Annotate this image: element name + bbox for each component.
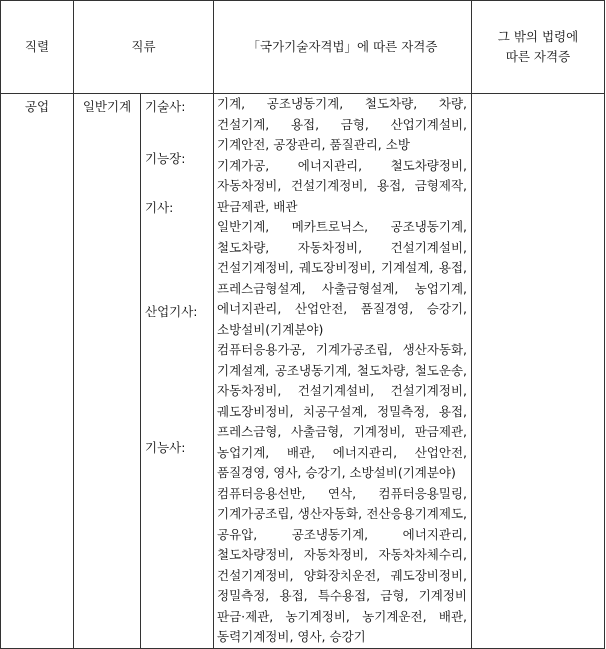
cert-text-craftsman: 컴퓨터응용선반, 연삭, 컴퓨터응용밀링, 기계가공조립, 생산자동화, 전산응용기계제도, 공유압, 공조냉동기계, 에너지관리, 철도차량정비, 자동차정비, 자동차차체수리, 건설기계정비, 양화장치운전, 궤도장비정비, 정밀측정, 용접, 특수용접, 금형, 기계정비 판금·제관, 농기계정비, 농기계운전, 배관, 동력기계정비, 영사, 승강기 [217, 485, 467, 644]
table-row [1, 94, 605, 649]
national-cert-cell [214, 94, 472, 649]
level-label-industrial-engineer: 산업기사: [145, 304, 198, 319]
header-other-cert-line1: 그 밖의 법령에 [497, 29, 579, 44]
row-series: 일반기계 [82, 99, 132, 114]
header-other-cert-line2: 따른 자격증 [505, 49, 571, 64]
level-label-craftsman: 기능사: [145, 440, 186, 455]
levels-cell [141, 94, 214, 649]
row-rank: 공업 [24, 99, 50, 114]
other-cert-cell [472, 94, 605, 649]
level-label-master-craftsman: 기능장: [145, 151, 186, 166]
header-rank: 직렬 [1, 1, 74, 94]
level-labels [141, 94, 213, 648]
header-other-cert [472, 1, 605, 94]
cert-text-industrial-engineer: 컴퓨터응용가공, 기계가공조립, 생산자동화, 기계설계, 공조냉동기계, 철도차량, 철도운송, 자동차정비, 건설기계설비, 건설기계정비, 궤도장비정비, 치공구설계, 정밀측정, 용접, 프레스금형, 사출금형, 기계정비, 판금제관, 농업기계, 배관, 에너지관리, 산업안전, 품질경영, 영사, 승강기, 소방설비(기계분야) [217, 342, 467, 480]
header-national-cert: 「국가기술자격법」에 따른 자격증 [214, 1, 472, 94]
level-label-professional-engineer: 기술사: [145, 99, 186, 114]
cert-text-professional-engineer: 기계, 공조냉동기계, 철도차량, 차량, 건설기계, 용접, 금형, 산업기계설비, 기계안전, 공장관리, 품질관리, 소방 [217, 96, 467, 152]
cert-text-master-craftsman: 기계가공, 에너지관리, 철도차량정비, 자동차정비, 건설기계정비, 용접, 금형제작, 판금제관, 배관 [217, 157, 467, 214]
cert-text-engineer: 일반기계, 메카트로닉스, 공조냉동기계, 철도차량, 자동차정비, 건설기계설비, 건설기계정비, 궤도장비정비, 기계설계, 용접, 프레스금형설계, 사출금형설계, 농업기계, 에너지관리, 산업안전, 품질경영, 승강기, 소방설비(기계분야) [217, 219, 467, 337]
national-cert-list [214, 94, 471, 648]
row-series-cell [74, 94, 141, 649]
row-rank-cell [1, 94, 74, 649]
table-header-row [1, 1, 605, 94]
level-label-engineer: 기사: [145, 200, 174, 215]
header-series: 직류 [74, 1, 214, 94]
